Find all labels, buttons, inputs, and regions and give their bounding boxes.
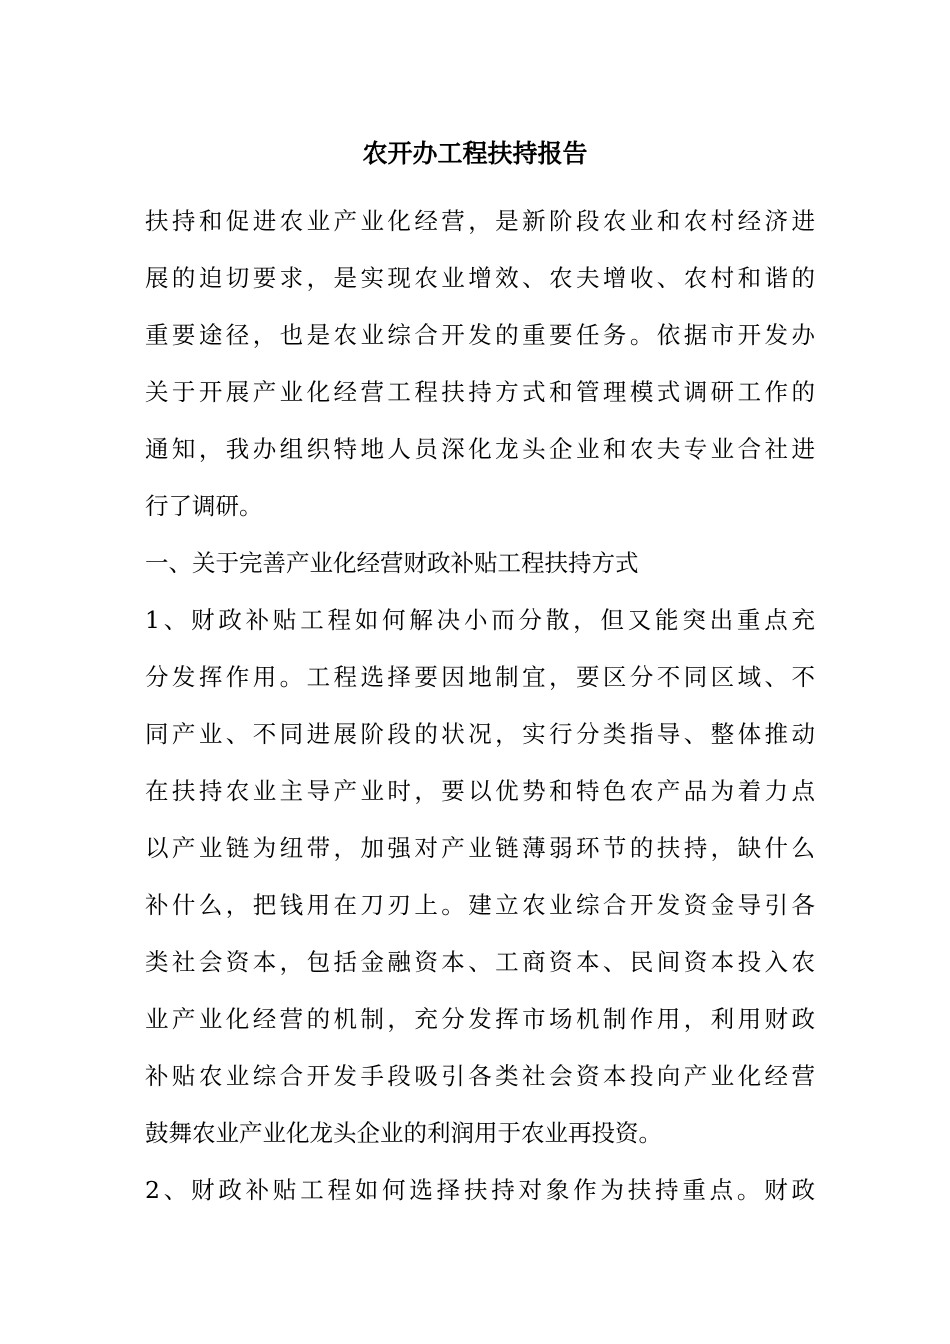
paragraph-line: 同产业、不同进展阶段的状况，实行分类指导、整体推动	[145, 720, 815, 748]
section-heading: 一、关于完善产业化经营财政补贴工程扶持方式	[145, 549, 639, 577]
paragraph-line: 展的迫切要求，是实现农业增效、农夫增收、农村和谐的	[145, 264, 815, 292]
paragraph-line: 补什么，把钱用在刀刃上。建立农业综合开发资金导引各	[145, 891, 815, 919]
paragraph-line: 行了调研。	[145, 492, 263, 520]
paragraph-line: 分发挥作用。工程选择要因地制宜，要区分不同区域、不	[145, 663, 815, 691]
paragraph-line: 鼓舞农业产业化龙头企业的利润用于农业再投资。	[145, 1119, 662, 1147]
paragraph-line: 2、财政补贴工程如何选择扶持对象作为扶持重点。财政	[145, 1176, 815, 1204]
paragraph-line: 在扶持农业主导产业时，要以优势和特色农产品为着力点	[145, 777, 815, 805]
document-title: 农开办工程扶持报告	[362, 139, 588, 168]
paragraph-line: 补贴农业综合开发手段吸引各类社会资本投向产业化经营	[145, 1062, 815, 1090]
paragraph-line: 以产业链为纽带，加强对产业链薄弱环节的扶持，缺什么	[145, 834, 815, 862]
paragraph-line: 扶持和促进农业产业化经营，是新阶段农业和农村经济进	[145, 207, 815, 235]
paragraph-line: 业产业化经营的机制，充分发挥市场机制作用，利用财政	[145, 1005, 815, 1033]
paragraph-line: 重要途径，也是农业综合开发的重要任务。依据市开发办	[145, 321, 815, 349]
paragraph-line: 类社会资本，包括金融资本、工商资本、民间资本投入农	[145, 948, 815, 976]
paragraph-line: 关于开展产业化经营工程扶持方式和管理模式调研工作的	[145, 378, 815, 406]
paragraph-line: 1、财政补贴工程如何解决小而分散，但又能突出重点充	[145, 606, 815, 634]
paragraph-line: 通知，我办组织特地人员深化龙头企业和农夫专业合社进	[145, 435, 815, 463]
